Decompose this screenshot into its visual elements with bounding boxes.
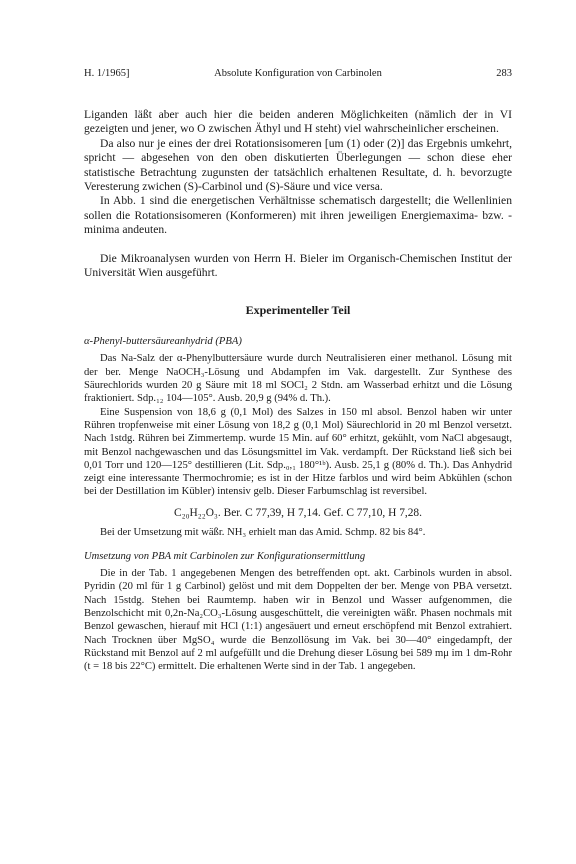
page [84, 68, 512, 673]
subsection-heading-pba: α-Phenyl-buttersäureanhydrid (PBA) [84, 336, 242, 348]
running-header [84, 68, 512, 84]
experimental-paragraph-1: Das Na-Salz der α-Phenylbuttersäure wurde durch Neutralisieren einer methanol. Lösung mit der ber. Menge NaOCH₃-Lösung und Abdampfen im Vak. dargestellt. Zur Synthese des Säurechlorids wurden 20 g Säure mit 18 ml SOCl₂ 2 Stdn. am Wasserbad erhitzt und die Lösung fraktioniert. Sdp.₁₂ 104—105°. Ausb. 20,9 g (94% d. Th.). [84, 353, 512, 405]
paragraph-3: In Abb. 1 sind die energetischen Verhältnisse schematisch dargestellt; die Wellenlinien sollen die Rotationsisomeren (Konformeren) mit ihren jeweiligen Energiemaxima- bzw. -minima andeuten. [84, 194, 512, 237]
paragraph-acknowledgement: Die Mikroanalysen wurden von Herrn H. Bieler im Organisch-Chemischen Institut der Universität Wien ausgeführt. [84, 251, 512, 280]
page-number: 283 [496, 68, 512, 79]
elemental-analysis: C₂₀H₂₂O₃. Ber. C 77,39, H 7,14. Gef. C 77,10, H 7,28. [174, 506, 422, 519]
experimental-paragraph-4: Die in der Tab. 1 angegebenen Mengen des betreffenden opt. akt. Carbinols wurden in absol. Pyridin (20 ml für 1 g Carbinol) gelöst und mit dem Doppelten der ber. Menge von PBA versetzt. Nach 15stdg. Stehen bei Raumtemp. haben wir in Benzol und Wasser aufgenommen, die Benzolschicht mit 0,2n-Na₂CO₃-Lösung ausgeschüttelt, die vereinigten wäßr. Phasen nochmals mit Benzol gewaschen, hierauf mit HCl (1:1) angesäuert und erneut erschöpfend mit Benzol extrahiert. Nach Trocknen über MgSO₄ wurde die Benzollösung im Vak. bei 30—40° eingedampft, der Rückstand mit Benzol auf 2 ml aufgefüllt und die Drehung dieser Lösung bei 589 mμ im 1 dm-Rohr (t = 18 bis 22°C) ermittelt. Die erhaltenen Werte sind in der Tab. 1 angegeben. [84, 568, 512, 673]
header-title: Absolute Konfiguration von Carbinolen [214, 68, 382, 79]
subsection-heading-reaction: Umsetzung von PBA mit Carbinolen zur Konfigurationsermittlung [84, 551, 366, 563]
paragraph-1: Liganden läßt aber auch hier die beiden anderen Möglichkeiten (nämlich der in VI gezeigten und jener, wo O zwischen Äthyl und H steht) viel wahrscheinlicher erscheinen. [84, 108, 512, 136]
section-title: Experimenteller Teil [245, 303, 351, 318]
experimental-paragraph-2: Eine Suspension von 18,6 g (0,1 Mol) des Salzes in 150 ml absol. Benzol haben wir unter Rühren tropfenweise mit einer Lösung von 18,2 g (0,1 Mol) Säurechlorid in 20 ml Benzol versetzt. Nach 1stdg. Rühren bei Zimmertemp. wurde 15 Min. auf 60° erhitzt, gekühlt, vom NaCl abgesaugt, mit Benzol nachgewaschen und das Lösungsmittel im Vak. verdampft. Der Rückstand ließ sich bei 0,01 Torr und 120—125° destillieren (Lit. Sdp.₀,₁ 180°¹ᵇ). Ausb. 25,1 g (80% d. Th.). Das Anhydrid zeigt eine interessante Thermochromie; es ist in der Hitze farblos und wird beim Abkühlen (schon bei der Destillation im Kübler) intensiv gelb. Dieser Farbumschlag ist reversibel. [84, 406, 512, 498]
paragraph-2: Da also nur je eines der drei Rotationsisomeren [um (1) oder (2)] das Ergebnis umkehrt, spricht — abgesehen von den oben diskutierten Überlegungen — schon diese eher statistische Betrachtung zugunsten der tatsächlich erhaltenen Resultate, d. h. bevorzugte Veresterung zwichen (S)-Carbinol und (S)-Säure und vice versa. [84, 136, 512, 194]
header-issue: H. 1/1965] [84, 68, 130, 79]
experimental-paragraph-3: Bei der Umsetzung mit wäßr. NH₃ erhielt man das Amid. Schmp. 82 bis 84°. [100, 526, 426, 538]
